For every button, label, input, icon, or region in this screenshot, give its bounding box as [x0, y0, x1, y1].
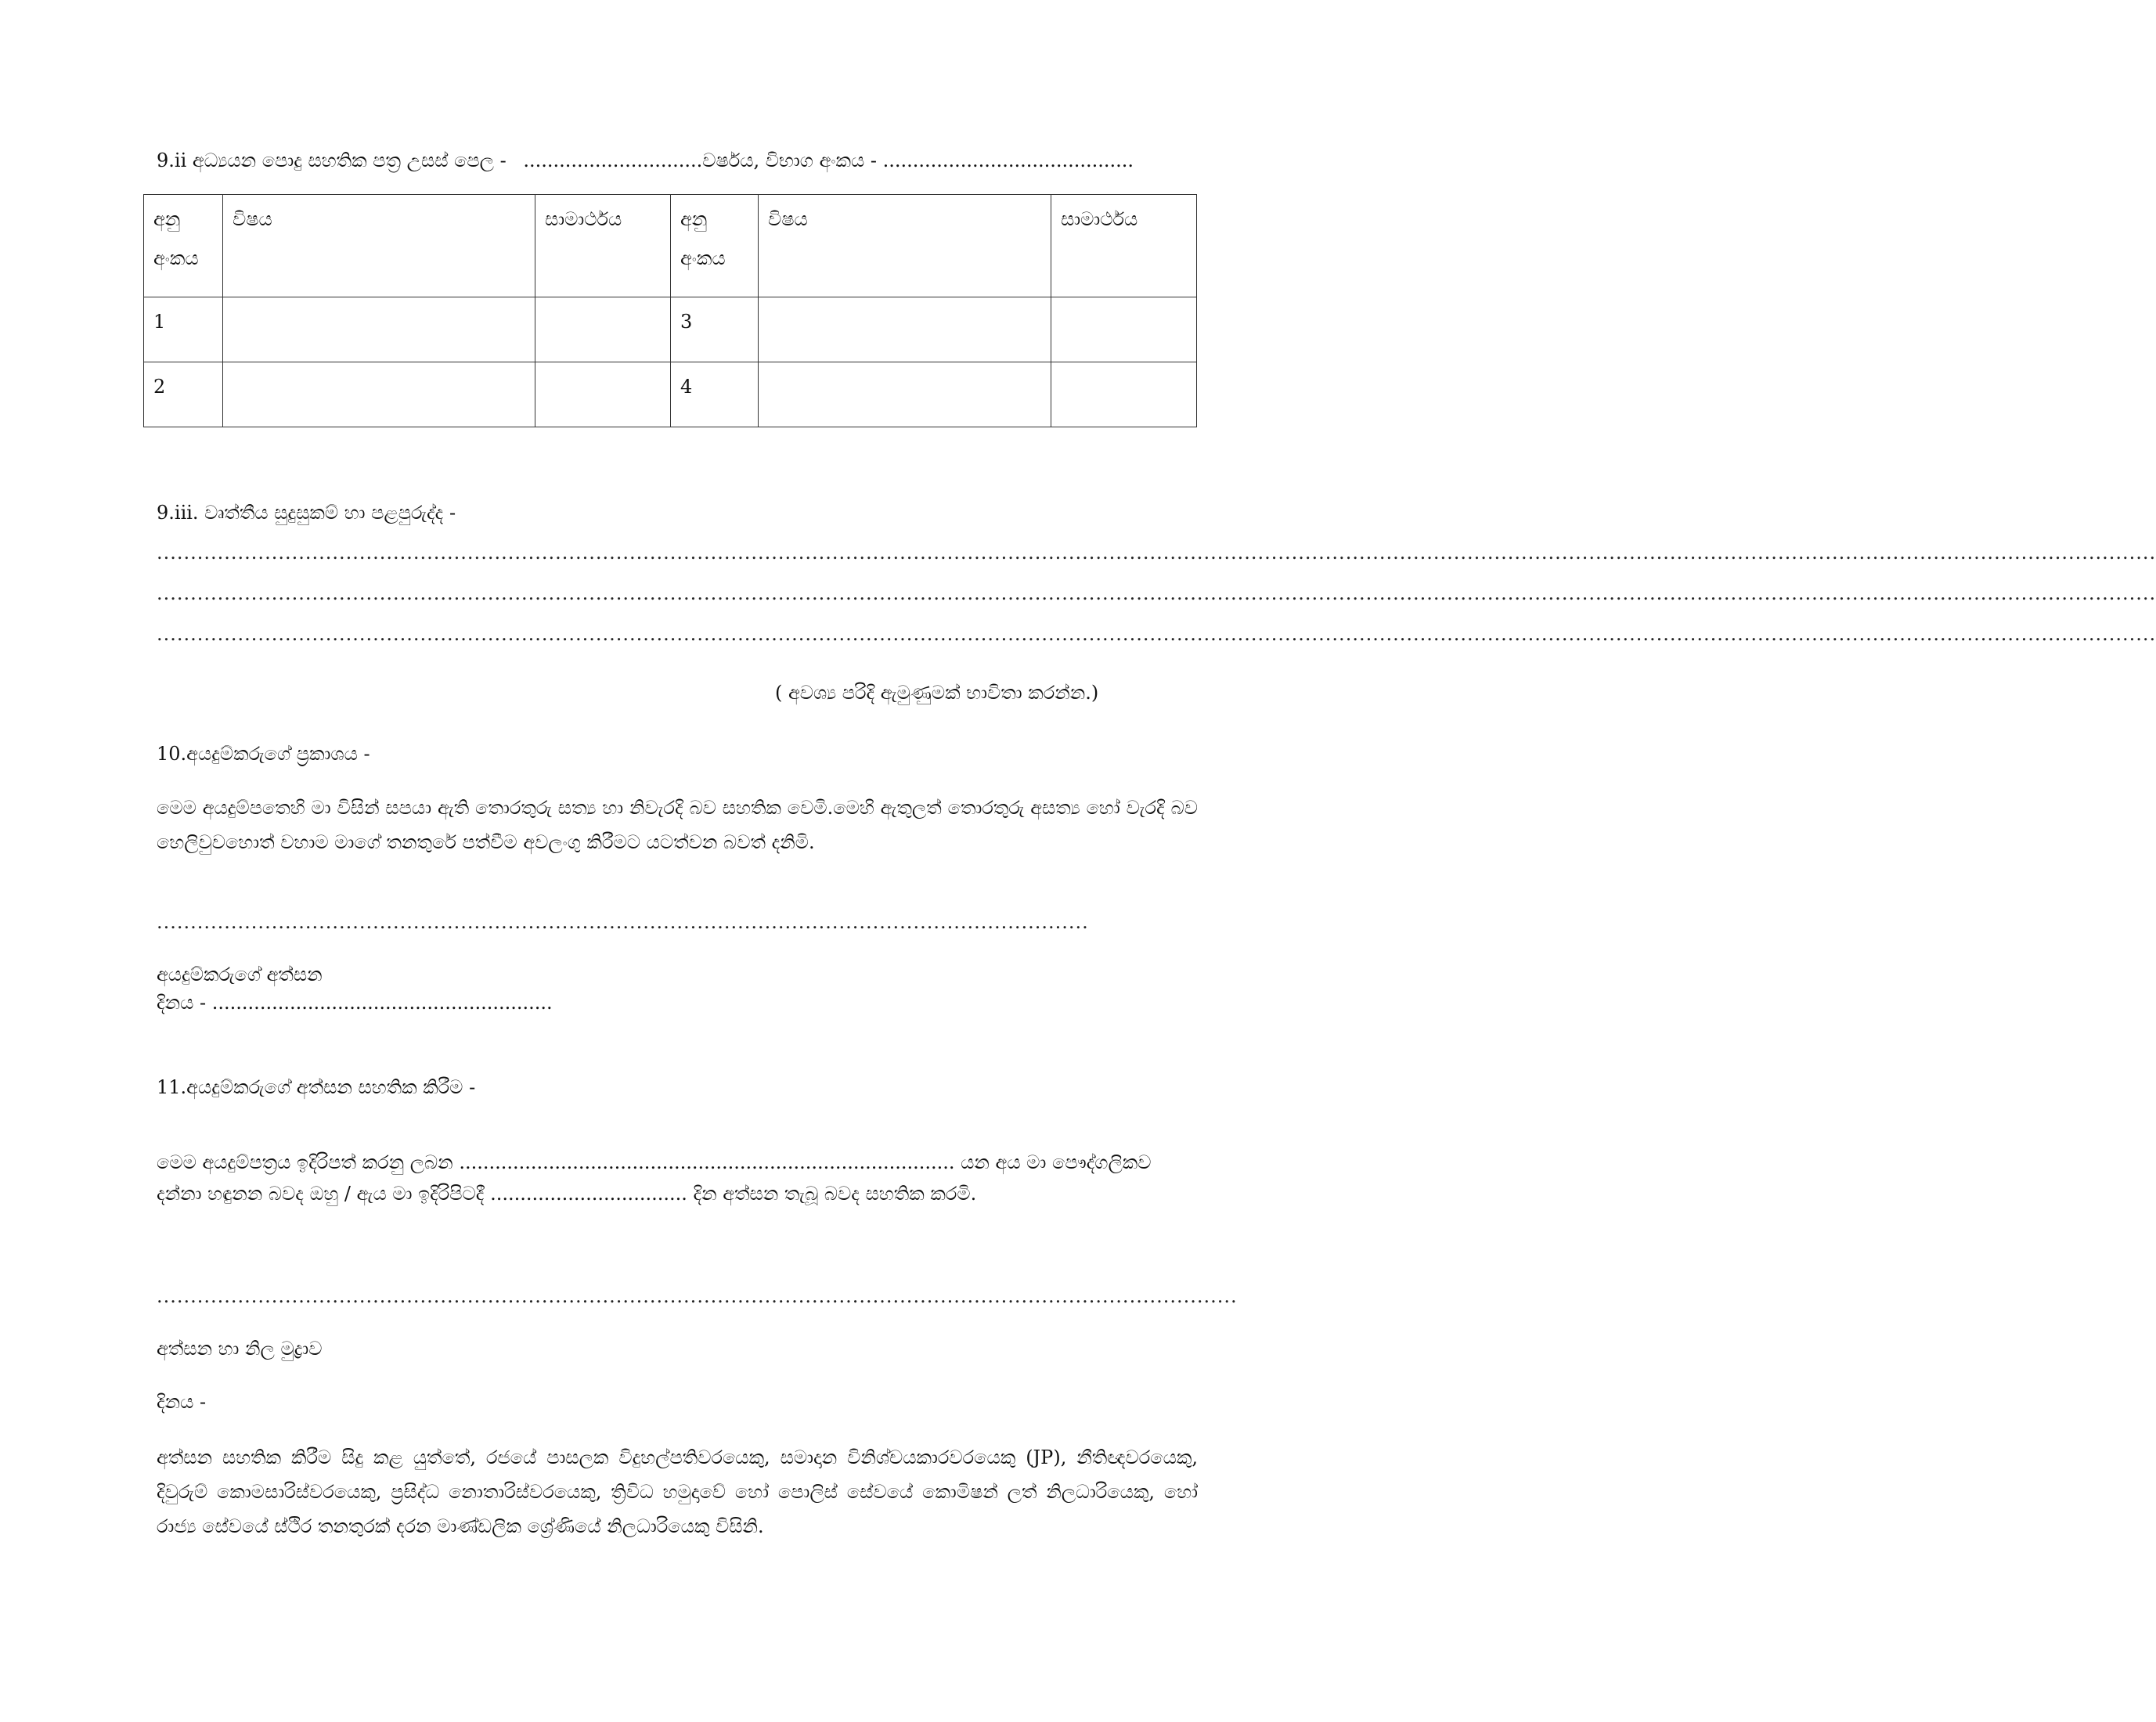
certifier-signature-label: අත්සන හා නිල මුද්‍රාව	[157, 1338, 323, 1360]
header-subject-1: විෂය	[223, 195, 535, 297]
applicant-signature-line[interactable]: ..........................................................................................................................................	[157, 911, 1089, 933]
row-index: 2	[144, 362, 223, 427]
row-index: 3	[671, 297, 759, 362]
grade-cell[interactable]	[535, 362, 671, 427]
header-grade-2: සාමාර්ථය	[1051, 195, 1197, 297]
section-9ii-heading	[157, 147, 1134, 174]
experience-line-1[interactable]: ........................................................................................................................................................................................................................................................................................................	[157, 542, 2156, 564]
table-row	[144, 362, 1197, 427]
certification-name-blank[interactable]: ...................................................................................	[459, 1151, 955, 1173]
applicant-date-row	[157, 989, 553, 1016]
header-subject-2: විෂය	[759, 195, 1051, 297]
certification-date-blank[interactable]: .................................	[490, 1183, 687, 1205]
section-9ii-blank-2: ..........................................	[882, 150, 1134, 171]
section-10-heading: 10.අයදුම්කරුගේ ප්‍රකාශය -	[157, 743, 370, 765]
section-9ii-label: 9.ii අධ්‍යයන පොදු සහතික පත්‍ර උසස් පෙල -	[157, 150, 507, 171]
certification-text-2b: දින අත්සන තැබූ බවද සහතික කරමි.	[693, 1183, 977, 1205]
attachment-note: ( අවශ්‍ය පරිදි ඇමුණුමක් භාවිතා කරන්න.)	[775, 682, 1099, 704]
certifier-date-label: දිනය -	[157, 1391, 207, 1413]
subject-cell[interactable]	[223, 297, 535, 362]
section-9ii-blank-1: ..............................	[523, 150, 703, 171]
row-index: 4	[671, 362, 759, 427]
grade-cell[interactable]	[1051, 297, 1197, 362]
grade-cell[interactable]	[1051, 362, 1197, 427]
header-grade-1: සාමාර්ථය	[535, 195, 671, 297]
certification-line-1	[157, 1149, 1152, 1176]
experience-line-2[interactable]: ........................................................................................................................................................................................................................................................................................................	[157, 582, 2156, 604]
header-index-2: අනු අංකය	[671, 195, 759, 297]
grade-cell[interactable]	[535, 297, 671, 362]
row-index: 1	[144, 297, 223, 362]
section-9ii-year-label: වර්ෂය, විභාග අංකය -	[702, 150, 877, 171]
section-9iii-heading: 9.iii. වෘත්තීය සුදුසුකම් හා පළපුරුද්ද -	[157, 502, 456, 524]
certification-text-2a: දන්නා හඳුනන බවද ඔහු / ඇය මා ඉදිරිපිටදී	[157, 1183, 485, 1205]
results-table	[143, 194, 1197, 427]
certification-footer-note: අත්සන සහතික කිරීම සිදු කළ යුත්තේ, රජයේ පාසලක විදුහල්පතිවරයෙකු, සමාදාන විනිශ්චයකාරවරයෙකු (JP), නීතිඥවරයෙකු, දිවුරුම් කොමසාරිස්වරයෙකු, ප්‍රසිද්ධ නොතාරිස්වරයෙකු, ත්‍රිවිධ හමුදාවේ හෝ පොලිස් සේවයේ කොමිෂන් ලත් නිලධාරියෙකු, හෝ රාජ්‍ය සේවයේ ස්ථිර තනතුරක් දරන මාණ්ඩලික ශ්‍රේණියේ නිලධාරියෙකු විසිනි.	[157, 1446, 1198, 1537]
certifier-signature-line[interactable]: ................................................................................................................................................................	[157, 1285, 1238, 1307]
section-11-heading: 11.අයදුම්කරුගේ අත්සන සහතික කිරීම -	[157, 1076, 476, 1098]
certification-line-2	[157, 1180, 976, 1207]
table-row	[144, 297, 1197, 362]
table-header-row	[144, 195, 1197, 297]
certification-text-1b: යන අය මා පෞද්ගලිකව	[961, 1151, 1152, 1173]
header-index-1: අනු අංකය	[144, 195, 223, 297]
experience-line-3[interactable]: ........................................................................................................................................................................................................................................................................................................	[157, 623, 2156, 645]
certification-text-1a: මෙම අයදුම්පත්‍රය ඉදිරිපත් කරනු ලබන	[157, 1151, 453, 1173]
applicant-signature-label: අයදුම්කරුගේ අත්සන	[157, 964, 323, 985]
applicant-date-label: දිනය -	[157, 992, 207, 1014]
subject-cell[interactable]	[759, 297, 1051, 362]
subject-cell[interactable]	[223, 362, 535, 427]
declaration-paragraph: මෙම අයදුම්පතෙහි මා විසින් සපයා ඇති තොරතුරු සත්‍ය හා නිවැරදි බව සහතික වෙමි.මෙහි ඇතුලත් තොරතුරු අසත්‍ය හෝ වැරදි බව හෙලිවුවහොත් වහාම මාගේ තනතුරේ පත්වීම අවලංගු කිරීමට යටත්වන බවත් දනිමි.	[157, 797, 1198, 853]
applicant-date-blank[interactable]: .........................................................	[211, 992, 553, 1014]
subject-cell[interactable]	[759, 362, 1051, 427]
